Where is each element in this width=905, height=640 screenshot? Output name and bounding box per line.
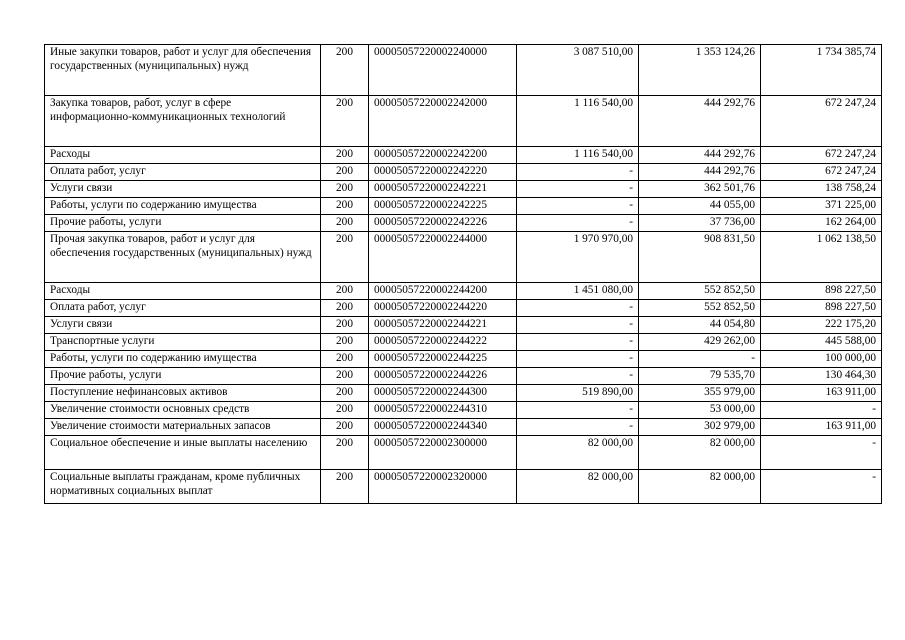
row-budget-code: 00005057220002244225 (369, 351, 517, 368)
row-value-unexecuted: 672 247,24 (761, 164, 882, 181)
row-value-unexecuted: 1 062 138,50 (761, 232, 882, 283)
row-value-approved: - (517, 181, 639, 198)
row-name: Прочие работы, услуги (45, 368, 321, 385)
table-row (45, 96, 882, 147)
row-value-executed: 362 501,76 (639, 181, 761, 198)
table-row (45, 351, 882, 368)
row-value-executed: 1 353 124,26 (639, 45, 761, 96)
row-name: Работы, услуги по содержанию имущества (45, 351, 321, 368)
row-line-code: 200 (321, 368, 369, 385)
row-name: Расходы (45, 147, 321, 164)
table-row (45, 385, 882, 402)
row-value-executed: 908 831,50 (639, 232, 761, 283)
row-budget-code: 00005057220002242220 (369, 164, 517, 181)
row-budget-code: 00005057220002244310 (369, 402, 517, 419)
row-value-unexecuted: - (761, 436, 882, 470)
row-budget-code: 00005057220002244226 (369, 368, 517, 385)
row-line-code: 200 (321, 351, 369, 368)
row-line-code: 200 (321, 164, 369, 181)
row-budget-code: 00005057220002242226 (369, 215, 517, 232)
row-value-approved: - (517, 368, 639, 385)
row-value-approved: - (517, 215, 639, 232)
row-budget-code: 00005057220002244222 (369, 334, 517, 351)
row-budget-code: 00005057220002242000 (369, 96, 517, 147)
row-value-unexecuted: 100 000,00 (761, 351, 882, 368)
row-value-approved: - (517, 317, 639, 334)
row-line-code: 200 (321, 232, 369, 283)
row-value-executed: 82 000,00 (639, 436, 761, 470)
table-row (45, 147, 882, 164)
row-budget-code: 00005057220002244220 (369, 300, 517, 317)
row-value-approved: 1 451 080,00 (517, 283, 639, 300)
row-line-code: 200 (321, 317, 369, 334)
row-value-executed: 37 736,00 (639, 215, 761, 232)
row-name: Увеличение стоимости материальных запасов (45, 419, 321, 436)
row-value-approved: - (517, 198, 639, 215)
table-row (45, 436, 882, 470)
row-name: Услуги связи (45, 317, 321, 334)
row-budget-code: 00005057220002244200 (369, 283, 517, 300)
row-name: Работы, услуги по содержанию имущества (45, 198, 321, 215)
row-name: Социальные выплаты гражданам, кроме публичных нормативных социальных выплат (45, 470, 321, 504)
row-value-approved: 3 087 510,00 (517, 45, 639, 96)
row-budget-code: 00005057220002244000 (369, 232, 517, 283)
row-line-code: 200 (321, 198, 369, 215)
row-value-executed: 82 000,00 (639, 470, 761, 504)
row-name: Иные закупки товаров, работ и услуг для обеспечения государственных (муниципальных) нужд (45, 45, 321, 96)
row-value-unexecuted: 898 227,50 (761, 300, 882, 317)
row-budget-code: 00005057220002240000 (369, 45, 517, 96)
row-value-unexecuted: 222 175,20 (761, 317, 882, 334)
table-row (45, 181, 882, 198)
table-row (45, 232, 882, 283)
row-line-code: 200 (321, 385, 369, 402)
row-budget-code: 00005057220002242221 (369, 181, 517, 198)
row-name: Услуги связи (45, 181, 321, 198)
row-value-unexecuted: 163 911,00 (761, 385, 882, 402)
row-value-approved: - (517, 402, 639, 419)
row-budget-code: 00005057220002242200 (369, 147, 517, 164)
row-value-unexecuted: 130 464,30 (761, 368, 882, 385)
row-value-approved: - (517, 300, 639, 317)
row-value-executed: 44 054,80 (639, 317, 761, 334)
row-name: Оплата работ, услуг (45, 164, 321, 181)
row-budget-code: 00005057220002244340 (369, 419, 517, 436)
row-value-approved: 519 890,00 (517, 385, 639, 402)
row-value-executed: 444 292,76 (639, 147, 761, 164)
table-row (45, 164, 882, 181)
row-value-executed: 444 292,76 (639, 164, 761, 181)
row-value-executed: 429 262,00 (639, 334, 761, 351)
row-value-unexecuted: - (761, 470, 882, 504)
table-row (45, 419, 882, 436)
row-line-code: 200 (321, 300, 369, 317)
table-row (45, 215, 882, 232)
row-line-code: 200 (321, 334, 369, 351)
table-row (45, 402, 882, 419)
table-row (45, 300, 882, 317)
row-line-code: 200 (321, 181, 369, 198)
row-value-approved: - (517, 334, 639, 351)
row-value-unexecuted: - (761, 402, 882, 419)
row-line-code: 200 (321, 283, 369, 300)
row-value-approved: 1 116 540,00 (517, 147, 639, 164)
row-value-unexecuted: 163 911,00 (761, 419, 882, 436)
row-budget-code: 00005057220002244221 (369, 317, 517, 334)
row-name: Увеличение стоимости основных средств (45, 402, 321, 419)
row-line-code: 200 (321, 215, 369, 232)
row-line-code: 200 (321, 436, 369, 470)
row-name: Прочая закупка товаров, работ и услуг для обеспечения государственных (муниципальных) нужд (45, 232, 321, 283)
row-value-executed: 53 000,00 (639, 402, 761, 419)
row-line-code: 200 (321, 45, 369, 96)
row-value-executed: - (639, 351, 761, 368)
row-value-approved: - (517, 164, 639, 181)
row-name: Поступление нефинансовых активов (45, 385, 321, 402)
row-name: Социальное обеспечение и иные выплаты населению (45, 436, 321, 470)
row-budget-code: 00005057220002244300 (369, 385, 517, 402)
table-row (45, 470, 882, 504)
row-name: Прочие работы, услуги (45, 215, 321, 232)
row-name: Расходы (45, 283, 321, 300)
row-value-executed: 79 535,70 (639, 368, 761, 385)
row-value-executed: 444 292,76 (639, 96, 761, 147)
row-name: Транспортные услуги (45, 334, 321, 351)
row-value-approved: - (517, 351, 639, 368)
row-value-unexecuted: 162 264,00 (761, 215, 882, 232)
row-budget-code: 00005057220002320000 (369, 470, 517, 504)
row-name: Закупка товаров, работ, услуг в сфере информационно-коммуникационных технологий (45, 96, 321, 147)
row-value-unexecuted: 1 734 385,74 (761, 45, 882, 96)
table-row (45, 198, 882, 215)
row-value-approved: 82 000,00 (517, 470, 639, 504)
table-row (45, 283, 882, 300)
row-value-executed: 552 852,50 (639, 283, 761, 300)
table-row (45, 45, 882, 96)
table-row (45, 368, 882, 385)
row-budget-code: 00005057220002242225 (369, 198, 517, 215)
row-line-code: 200 (321, 419, 369, 436)
row-value-approved: - (517, 419, 639, 436)
row-value-unexecuted: 672 247,24 (761, 96, 882, 147)
table-row (45, 334, 882, 351)
row-line-code: 200 (321, 96, 369, 147)
row-value-unexecuted: 898 227,50 (761, 283, 882, 300)
row-value-approved: 1 116 540,00 (517, 96, 639, 147)
row-value-executed: 44 055,00 (639, 198, 761, 215)
row-value-unexecuted: 672 247,24 (761, 147, 882, 164)
row-value-approved: 82 000,00 (517, 436, 639, 470)
row-name: Оплата работ, услуг (45, 300, 321, 317)
row-value-approved: 1 970 970,00 (517, 232, 639, 283)
row-value-executed: 302 979,00 (639, 419, 761, 436)
row-value-unexecuted: 445 588,00 (761, 334, 882, 351)
row-value-executed: 355 979,00 (639, 385, 761, 402)
row-budget-code: 00005057220002300000 (369, 436, 517, 470)
row-line-code: 200 (321, 470, 369, 504)
row-line-code: 200 (321, 402, 369, 419)
budget-table-body (45, 45, 882, 504)
table-row (45, 317, 882, 334)
row-value-unexecuted: 138 758,24 (761, 181, 882, 198)
row-line-code: 200 (321, 147, 369, 164)
row-value-unexecuted: 371 225,00 (761, 198, 882, 215)
budget-table (44, 44, 882, 504)
row-value-executed: 552 852,50 (639, 300, 761, 317)
